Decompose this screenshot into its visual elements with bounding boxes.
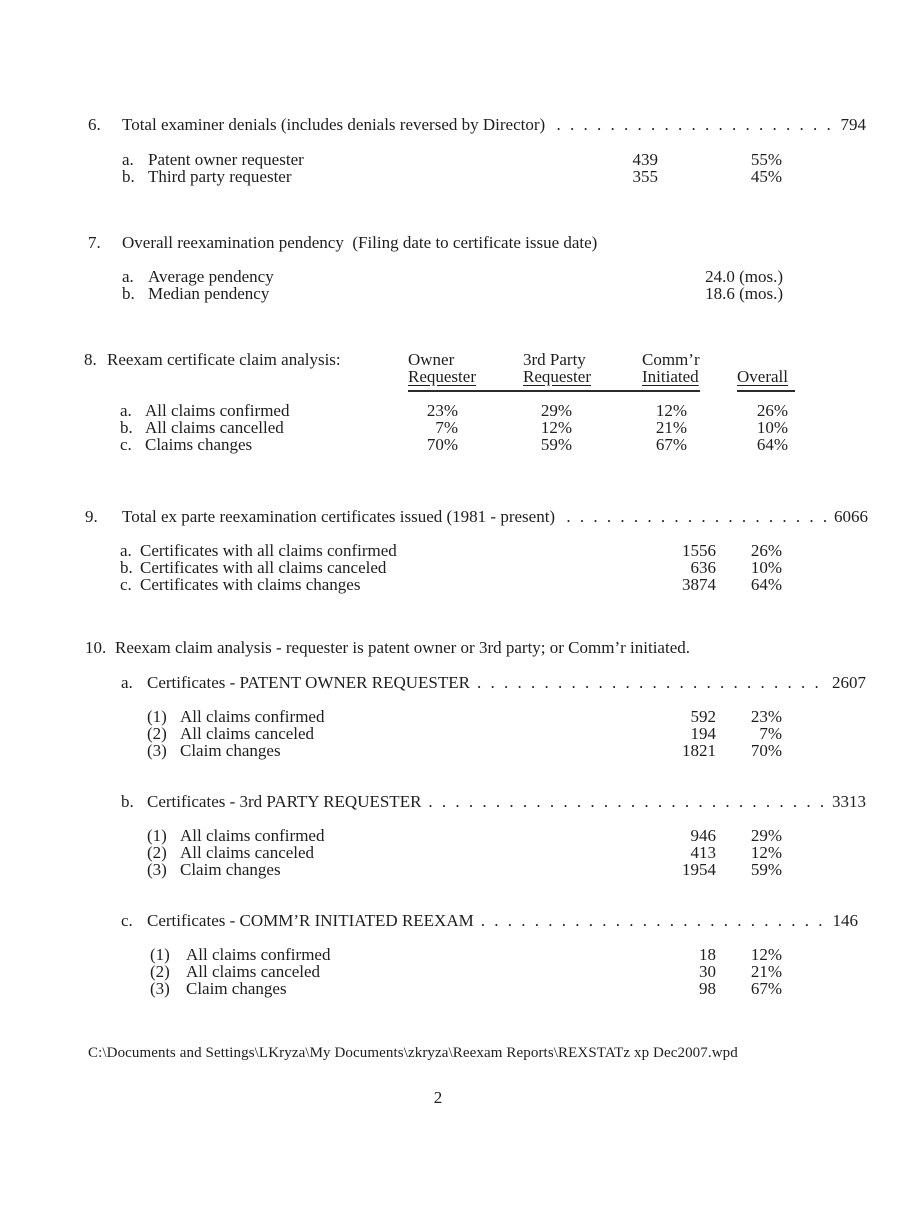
column-header-overall: Overall xyxy=(737,367,788,386)
item-10c-rows xyxy=(0,946,903,997)
table-row xyxy=(0,963,903,980)
column-header-line: Owner xyxy=(408,350,455,369)
row-label: All claims canceled xyxy=(180,843,315,862)
row-percent: 7% xyxy=(759,724,782,743)
column-header-line: Requester xyxy=(523,367,591,386)
item-10a-rows xyxy=(0,708,903,759)
item-10b-heading xyxy=(121,793,866,810)
item-total: 794 xyxy=(840,115,866,134)
header-rule xyxy=(408,390,700,392)
dot-leader xyxy=(566,508,830,525)
row-count: 1556 xyxy=(682,541,716,560)
row-percent: 55% xyxy=(750,150,782,169)
row-label: All claims confirmed xyxy=(180,707,325,726)
column-header-line: 3rd Party xyxy=(523,350,586,369)
column-header-owner-requester xyxy=(408,351,476,385)
item-number: 6. xyxy=(88,115,101,134)
table-row xyxy=(0,980,903,997)
table-row xyxy=(0,402,903,419)
row-count: 1821 xyxy=(682,741,716,760)
third-party-value: 59% xyxy=(540,435,572,454)
row-number: (2) xyxy=(150,962,170,981)
row-percent: 64% xyxy=(750,575,782,594)
item-10-heading xyxy=(85,639,875,656)
item-number: 7. xyxy=(88,233,101,252)
row-letter: c. xyxy=(120,575,132,594)
column-header-line: Requester xyxy=(408,367,476,386)
item-total: 6066 xyxy=(834,507,868,526)
row-percent: 45% xyxy=(750,167,782,186)
row-label: All claims confirmed xyxy=(180,826,325,845)
row-label: All claims confirmed xyxy=(145,401,290,420)
row-number: (1) xyxy=(147,826,167,845)
row-number: (3) xyxy=(147,860,167,879)
table-row xyxy=(0,725,903,742)
row-count: 946 xyxy=(690,826,716,845)
row-percent: 67% xyxy=(750,979,782,998)
table-row xyxy=(0,946,903,963)
row-letter: b. xyxy=(121,792,134,811)
row-number: (3) xyxy=(147,741,167,760)
table-row xyxy=(0,542,903,559)
row-count: 355 xyxy=(632,167,658,186)
owner-requester-value: 7% xyxy=(435,418,458,437)
row-letter: a. xyxy=(122,267,134,286)
row-letter: a. xyxy=(120,401,132,420)
row-label: All claims canceled xyxy=(180,724,315,743)
row-percent: 10% xyxy=(750,558,782,577)
subsection-title: Certificates - PATENT OWNER REQUESTER xyxy=(147,673,470,692)
table-row xyxy=(0,827,903,844)
row-count: 30 xyxy=(699,962,716,981)
row-letter: a. xyxy=(121,673,133,692)
table-row xyxy=(0,708,903,725)
row-count: 3874 xyxy=(682,575,716,594)
item-9-heading xyxy=(85,508,868,525)
row-count: 194 xyxy=(690,724,716,743)
row-label: Certificates with all claims canceled xyxy=(140,558,387,577)
row-number: (2) xyxy=(147,724,167,743)
header-rule xyxy=(737,390,795,392)
row-value: 24.0 (mos.) xyxy=(705,267,783,286)
table-row xyxy=(0,844,903,861)
item-6-rows xyxy=(0,151,903,185)
row-percent: 23% xyxy=(750,707,782,726)
row-label: All claims canceled xyxy=(186,962,321,981)
row-count: 636 xyxy=(690,558,716,577)
table-row xyxy=(0,268,903,285)
footer-file-path: C:\Documents and Settings\LKryza\My Documents\zkryza\Reexam Reports\REXSTATz xp Dec2007.wpd xyxy=(88,1045,738,1061)
item-title: Reexam certificate claim analysis: xyxy=(107,350,341,369)
item-7-rows xyxy=(0,268,903,302)
row-percent: 59% xyxy=(750,860,782,879)
row-letter: b. xyxy=(120,558,133,577)
row-letter: c. xyxy=(121,911,133,930)
row-label: Certificates with all claims confirmed xyxy=(140,541,397,560)
row-number: (1) xyxy=(147,707,167,726)
row-label: Claims changes xyxy=(145,435,253,454)
commr-initiated-value: 21% xyxy=(655,418,687,437)
table-row xyxy=(0,576,903,593)
row-percent: 26% xyxy=(750,541,782,560)
row-count: 18 xyxy=(699,945,716,964)
row-label: Median pendency xyxy=(148,284,270,303)
row-percent: 12% xyxy=(750,945,782,964)
row-count: 413 xyxy=(690,843,716,862)
owner-requester-value: 23% xyxy=(426,401,458,420)
dot-leader xyxy=(428,793,828,810)
item-title: Total examiner denials (includes denials reversed by Director) xyxy=(122,115,550,134)
row-letter: b. xyxy=(122,284,135,303)
row-percent: 70% xyxy=(750,741,782,760)
item-9-rows xyxy=(0,542,903,593)
subsection-title: Certificates - COMM’R INITIATED REEXAM xyxy=(147,911,474,930)
row-letter: b. xyxy=(120,418,133,437)
row-number: (1) xyxy=(150,945,170,964)
column-header-commr-initiated xyxy=(642,351,700,385)
row-label: Claim changes xyxy=(180,860,281,879)
table-row xyxy=(0,436,903,453)
row-label: Certificates with claims changes xyxy=(140,575,361,594)
dot-leader xyxy=(481,912,829,929)
overall-value: 64% xyxy=(756,435,788,454)
item-8-rows xyxy=(0,402,903,453)
row-label: Claim changes xyxy=(186,979,287,998)
dot-leader xyxy=(556,116,836,133)
column-header-line: Initiated xyxy=(642,367,699,386)
item-10c-heading xyxy=(121,912,858,929)
table-row xyxy=(0,742,903,759)
row-percent: 29% xyxy=(750,826,782,845)
row-label: All claims cancelled xyxy=(145,418,284,437)
row-letter: a. xyxy=(120,541,132,560)
row-letter: a. xyxy=(122,150,134,169)
item-6-heading xyxy=(88,116,866,133)
page-number: 2 xyxy=(433,1088,443,1107)
item-7-heading xyxy=(88,234,866,251)
subsection-total: 146 xyxy=(832,911,858,930)
column-header-line: Comm’r xyxy=(642,350,700,369)
row-label: Average pendency xyxy=(148,267,274,286)
commr-initiated-value: 67% xyxy=(655,435,687,454)
dot-leader xyxy=(477,674,828,691)
item-10a-heading xyxy=(121,674,866,691)
row-number: (3) xyxy=(150,979,170,998)
owner-requester-value: 70% xyxy=(426,435,458,454)
row-number: (2) xyxy=(147,843,167,862)
table-row xyxy=(0,861,903,878)
table-row xyxy=(0,168,903,185)
item-number: 10. xyxy=(85,638,107,657)
table-row xyxy=(0,559,903,576)
item-title: Overall reexamination pendency (Filing date to certificate issue date) xyxy=(122,233,598,252)
row-label: Patent owner requester xyxy=(148,150,304,169)
item-number: 9. xyxy=(85,507,98,526)
row-count: 439 xyxy=(632,150,658,169)
row-count: 1954 xyxy=(682,860,716,879)
row-label: All claims confirmed xyxy=(186,945,331,964)
row-value: 18.6 (mos.) xyxy=(705,284,783,303)
table-row xyxy=(0,151,903,168)
row-letter: b. xyxy=(122,167,135,186)
commr-initiated-value: 12% xyxy=(655,401,687,420)
subsection-total: 3313 xyxy=(832,792,866,811)
item-number: 8. xyxy=(84,350,97,369)
row-label: Claim changes xyxy=(180,741,281,760)
item-title: Total ex parte reexamination certificates issued (1981 - present) xyxy=(122,507,560,526)
item-10b-rows xyxy=(0,827,903,878)
third-party-value: 29% xyxy=(540,401,572,420)
row-percent: 21% xyxy=(750,962,782,981)
table-row xyxy=(0,285,903,302)
row-letter: c. xyxy=(120,435,132,454)
overall-value: 10% xyxy=(756,418,788,437)
table-row xyxy=(0,419,903,436)
third-party-value: 12% xyxy=(540,418,572,437)
row-count: 98 xyxy=(699,979,716,998)
overall-value: 26% xyxy=(756,401,788,420)
subsection-total: 2607 xyxy=(832,673,866,692)
item-8-heading xyxy=(84,351,404,368)
row-count: 592 xyxy=(690,707,716,726)
subsection-title: Certificates - 3rd PARTY REQUESTER xyxy=(147,792,422,811)
item-title: Reexam claim analysis - requester is patent owner or 3rd party; or Comm’r initiated. xyxy=(115,638,690,657)
row-label: Third party requester xyxy=(148,167,292,186)
column-header-3rd-party-requester xyxy=(523,351,591,385)
row-percent: 12% xyxy=(750,843,782,862)
